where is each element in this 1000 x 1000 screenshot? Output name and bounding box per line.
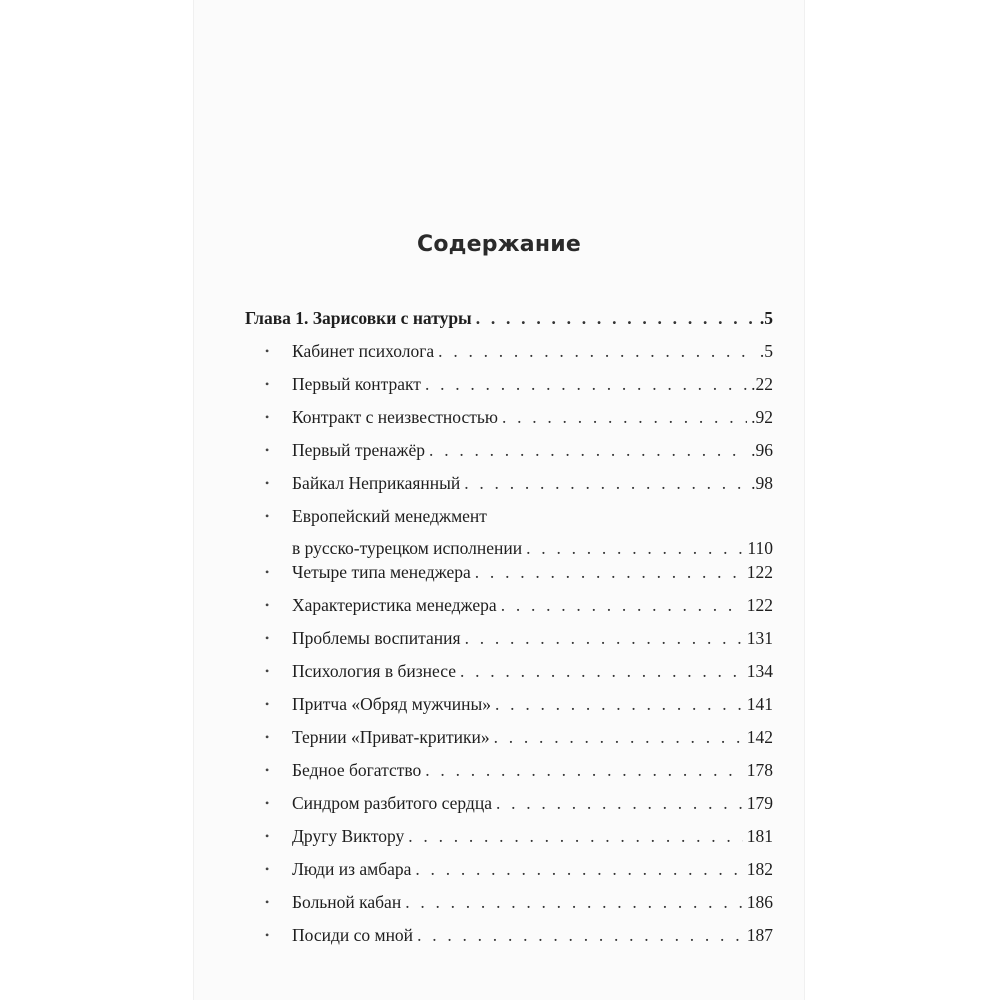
dot-leader: [501, 593, 743, 617]
chapter-line: [245, 306, 773, 330]
toc-entry-line: [245, 560, 773, 584]
chapter-entry: [245, 306, 773, 330]
bullet-icon: •: [265, 829, 270, 843]
toc-page-number: 142: [746, 727, 773, 747]
toc-entry-title: Кабинет психолога: [292, 341, 435, 361]
toc-entry-line: [245, 890, 773, 914]
page-title: Содержание: [417, 232, 581, 257]
toc-entry: [245, 405, 773, 429]
bullet-icon: •: [265, 476, 270, 490]
toc-entry-line: [245, 692, 773, 716]
dot-leader: [425, 372, 747, 396]
toc-entry: [245, 857, 773, 881]
dot-leader: [460, 659, 743, 683]
dot-leader: [417, 923, 743, 947]
dot-leader: [464, 471, 747, 495]
toc-page-number: .5: [759, 341, 773, 361]
toc-entry-title: Другу Виктору: [292, 826, 405, 846]
toc-entry-line: [245, 372, 773, 396]
toc-entry-line: [245, 824, 773, 848]
toc-page-number: 122: [746, 595, 773, 615]
toc-entry: [245, 923, 773, 947]
toc-page-number: 131: [746, 628, 773, 648]
toc-entry-line: [245, 471, 773, 495]
bullet-icon: •: [265, 509, 270, 523]
toc-entry: [245, 471, 773, 495]
dot-leader: [496, 791, 743, 815]
bullet-icon: •: [265, 410, 270, 424]
bullet-icon: •: [265, 565, 270, 579]
chapter-page-number: .5: [759, 308, 773, 328]
toc-entry: [245, 438, 773, 462]
bullet-icon: •: [265, 763, 270, 777]
toc-entry-line: [245, 725, 773, 749]
toc-entry: [245, 824, 773, 848]
toc-entry-title: Синдром разбитого сердца: [292, 793, 492, 813]
toc-entry-line: [245, 659, 773, 683]
toc-page-number: .96: [751, 440, 773, 460]
toc-entry-title: Контракт с неизвестностью: [292, 407, 498, 427]
toc-entry: [245, 725, 773, 749]
toc-entry-line: [245, 405, 773, 429]
toc-page-number: .92: [751, 407, 773, 427]
toc-entry-line: [245, 923, 773, 947]
bullet-icon: •: [265, 862, 270, 876]
toc-entry: [245, 560, 773, 584]
dot-leader: [494, 725, 743, 749]
toc-entry: [245, 372, 773, 396]
toc-page-number: .98: [751, 473, 773, 493]
toc-entry-line: [245, 339, 773, 363]
toc-entry-title: Больной кабан: [292, 892, 402, 912]
toc-entry: [245, 339, 773, 363]
dot-leader: [408, 824, 742, 848]
toc-entry-title: Люди из амбара: [292, 859, 412, 879]
bullet-icon: •: [265, 697, 270, 711]
toc-entry-line: [245, 791, 773, 815]
bullet-icon: •: [265, 796, 270, 810]
toc-entry-title: Характеристика менеджера: [292, 595, 497, 615]
bullet-icon: •: [265, 895, 270, 909]
toc-entry-title: Байкал Неприкаянный: [292, 473, 461, 493]
toc-entry: [245, 890, 773, 914]
toc-entry-title: Психология в бизнесе: [292, 661, 456, 681]
dot-leader: [415, 857, 742, 881]
bullet-icon: •: [265, 730, 270, 744]
toc-entry-title: в русско-турецком исполнении: [292, 538, 523, 558]
toc-entry: [245, 791, 773, 815]
bullet-icon: •: [265, 443, 270, 457]
bullet-icon: •: [265, 377, 270, 391]
toc-entry: [245, 626, 773, 650]
toc-entry-line: [245, 758, 773, 782]
toc-page-number: .22: [751, 374, 773, 394]
toc-entry-line: [245, 593, 773, 617]
book-page: [193, 0, 805, 1000]
toc-page-number: 178: [746, 760, 773, 780]
toc-page-number: 110: [747, 538, 773, 558]
toc-page-number: 134: [746, 661, 773, 681]
dot-leader: [475, 560, 743, 584]
dot-leader: [438, 339, 756, 363]
bullet-icon: •: [265, 928, 270, 942]
toc-entry-title: Первый тренажёр: [292, 440, 426, 460]
toc-entry-title: Европейский менеджмент: [292, 506, 487, 526]
toc-entry-title: Проблемы воспитания: [292, 628, 461, 648]
bullet-icon: •: [265, 344, 270, 358]
bullet-icon: •: [265, 598, 270, 612]
chapter-title: Глава 1. Зарисовки с натуры: [245, 308, 472, 328]
toc-entry-title: Бедное богатство: [292, 760, 422, 780]
toc-entry-line: [245, 857, 773, 881]
toc-entry-line: [245, 626, 773, 650]
toc-entry-line: [245, 504, 773, 528]
toc-entry-line: [245, 438, 773, 462]
bullet-icon: •: [265, 631, 270, 645]
toc-entry-title: Четыре типа менеджера: [292, 562, 471, 582]
dot-leader: [429, 438, 747, 462]
toc-entry: [245, 758, 773, 782]
bullet-icon: •: [265, 664, 270, 678]
toc-entry-title: Первый контракт: [292, 374, 421, 394]
dot-leader: [425, 758, 742, 782]
toc-page-number: 187: [746, 925, 773, 945]
dot-leader: [405, 890, 743, 914]
toc-entry: [245, 659, 773, 683]
toc-page-number: 181: [746, 826, 773, 846]
toc-entry-title: Посиди со мной: [292, 925, 414, 945]
toc-entry-title: Тернии «Приват-критики»: [292, 727, 490, 747]
dot-leader: [526, 536, 743, 560]
dot-leader: [465, 626, 743, 650]
toc-entry: [245, 593, 773, 617]
toc-page-number: 179: [746, 793, 773, 813]
toc-page-number: 186: [746, 892, 773, 912]
toc-page-number: 182: [746, 859, 773, 879]
toc-entry: [245, 692, 773, 716]
toc-entry-title: Притча «Обряд мужчины»: [292, 694, 492, 714]
dot-leader: [502, 405, 747, 429]
dot-leader: [476, 306, 756, 330]
dot-leader: [495, 692, 743, 716]
toc-page-number: 122: [746, 562, 773, 582]
toc-entry-line: [245, 536, 773, 560]
toc-page-number: 141: [746, 694, 773, 714]
toc-entry: [245, 504, 773, 560]
